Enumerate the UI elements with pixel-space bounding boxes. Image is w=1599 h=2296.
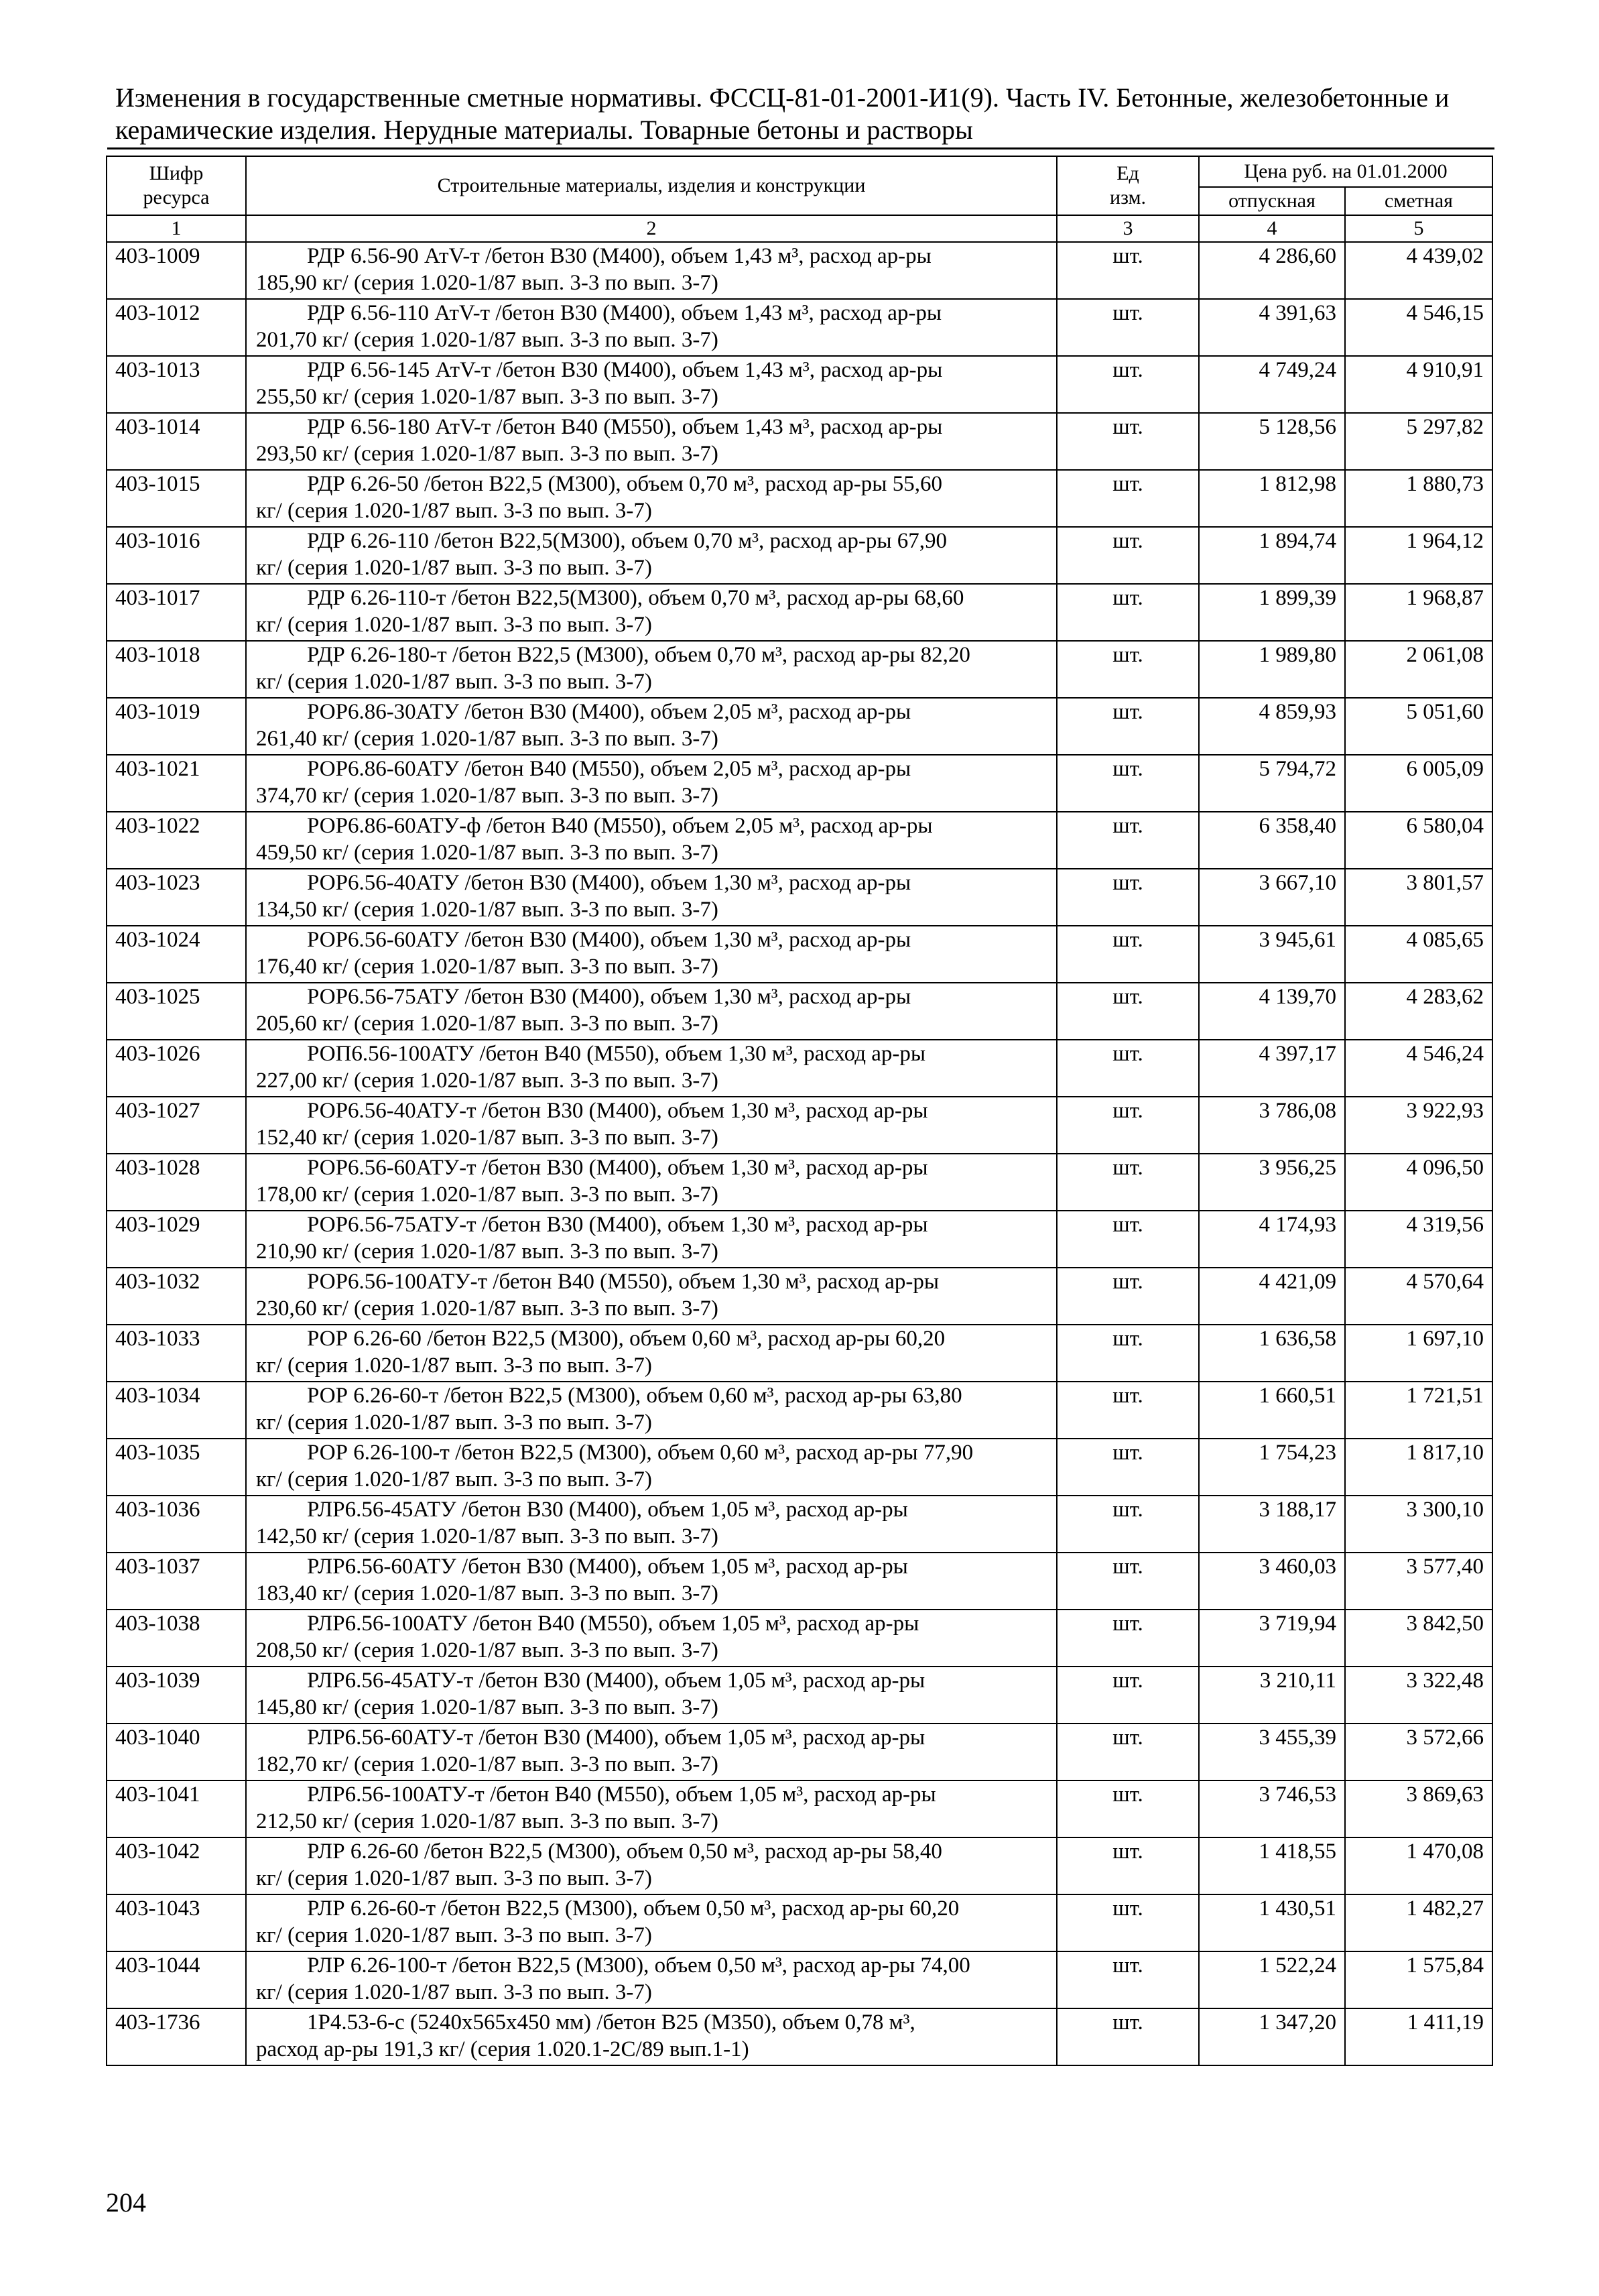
release-price: 4 749,24 (1199, 356, 1345, 413)
description-line-2: кг/ (серия 1.020-1/87 вып. 3-3 по вып. 3-7) (256, 670, 652, 694)
table-row (107, 1894, 1492, 1951)
description-line-1: РОР6.56-75АТУ /бетон В30 (М400), объем 1,30 м³, расход ар-ры (307, 985, 911, 1009)
unit: шт. (1057, 926, 1199, 983)
table-row (107, 1610, 1492, 1667)
description-line-1: РОР 6.26-60 /бетон В22,5 (М300), объем 0,60 м³, расход ар-ры 60,20 (307, 1327, 946, 1351)
resource-description (246, 1154, 1057, 1211)
table-row (107, 1553, 1492, 1610)
description-line-1: РОР 6.26-100-т /бетон В22,5 (М300), объем 0,60 м³, расход ар-ры 77,90 (307, 1441, 974, 1465)
resource-description (246, 1040, 1057, 1097)
unit: шт. (1057, 2008, 1199, 2065)
resource-code: 403-1028 (107, 1154, 246, 1211)
unit: шт. (1057, 1724, 1199, 1780)
release-price: 4 421,09 (1199, 1268, 1345, 1325)
unit: шт. (1057, 1780, 1199, 1837)
resource-code: 403-1041 (107, 1780, 246, 1837)
unit: шт. (1057, 1837, 1199, 1894)
resource-description (246, 299, 1057, 356)
description-line-2: 183,40 кг/ (серия 1.020-1/87 вып. 3-3 по вып. 3-7) (256, 1581, 718, 1606)
description-line-2: 230,60 кг/ (серия 1.020-1/87 вып. 3-3 по вып. 3-7) (256, 1296, 718, 1321)
description-line-1: 1Р4.53-6-с (5240х565х450 мм) /бетон В25 (М350), объем 0,78 м³, (307, 2010, 915, 2035)
estimate-price: 4 319,56 (1345, 1211, 1492, 1268)
unit: шт. (1057, 584, 1199, 641)
description-line-2: 201,70 кг/ (серия 1.020-1/87 вып. 3-3 по вып. 3-7) (256, 328, 718, 352)
resource-code: 403-1024 (107, 926, 246, 983)
release-price: 1 899,39 (1199, 584, 1345, 641)
description-line-1: РЛР6.56-45АТУ-т /бетон В30 (М400), объем 1,05 м³, расход ар-ры (307, 1669, 925, 1693)
description-line-1: РОР6.56-60АТУ-т /бетон В30 (М400), объем 1,30 м³, расход ар-ры (307, 1156, 928, 1180)
unit: шт. (1057, 1439, 1199, 1496)
resource-code: 403-1035 (107, 1439, 246, 1496)
resource-description (246, 698, 1057, 755)
resource-code: 403-1029 (107, 1211, 246, 1268)
release-price: 1 430,51 (1199, 1894, 1345, 1951)
description-line-2: 142,50 кг/ (серия 1.020-1/87 вып. 3-3 по вып. 3-7) (256, 1524, 718, 1549)
resource-code: 403-1019 (107, 698, 246, 755)
header-line-1: Изменения в государственные сметные нормативы. ФССЦ-81-01-2001-И1(9). Часть IV. Бетонные, железобетонные и (115, 82, 1450, 113)
table-row (107, 1724, 1492, 1780)
description-line-2: 255,50 кг/ (серия 1.020-1/87 вып. 3-3 по вып. 3-7) (256, 385, 718, 409)
description-line-1: РЛР6.56-60АТУ-т /бетон В30 (М400), объем 1,05 м³, расход ар-ры (307, 1726, 925, 1750)
description-line-2: 261,40 кг/ (серия 1.020-1/87 вып. 3-3 по вып. 3-7) (256, 727, 718, 751)
unit: шт. (1057, 1894, 1199, 1951)
estimate-price: 1 817,10 (1345, 1439, 1492, 1496)
table-row (107, 1496, 1492, 1553)
estimate-price: 6 005,09 (1345, 755, 1492, 812)
description-line-2: 293,50 кг/ (серия 1.020-1/87 вып. 3-3 по вып. 3-7) (256, 442, 718, 466)
description-line-2: 374,70 кг/ (серия 1.020-1/87 вып. 3-3 по вып. 3-7) (256, 784, 718, 808)
resource-description (246, 470, 1057, 527)
description-line-1: РДР 6.56-90 АтV-т /бетон В30 (М400), объем 1,43 м³, расход ар-ры (307, 244, 932, 268)
description-line-2: кг/ (серия 1.020-1/87 вып. 3-3 по вып. 3-7) (256, 1980, 652, 2004)
description-line-2: 134,50 кг/ (серия 1.020-1/87 вып. 3-3 по вып. 3-7) (256, 898, 718, 922)
table-row (107, 1211, 1492, 1268)
resource-description (246, 413, 1057, 470)
table-row (107, 1325, 1492, 1382)
description-line-1: РЛР6.56-45АТУ /бетон В30 (М400), объем 1,05 м³, расход ар-ры (307, 1498, 908, 1522)
table-row (107, 2008, 1492, 2065)
estimate-price: 1 964,12 (1345, 527, 1492, 584)
unit: шт. (1057, 527, 1199, 584)
unit: шт. (1057, 1382, 1199, 1439)
release-price: 3 746,53 (1199, 1780, 1345, 1837)
description-line-1: РОР6.56-40АТУ /бетон В30 (М400), объем 1,30 м³, расход ар-ры (307, 871, 911, 895)
resource-description (246, 1097, 1057, 1154)
resource-code: 403-1039 (107, 1667, 246, 1724)
release-price: 1 636,58 (1199, 1325, 1345, 1382)
description-line-2: кг/ (серия 1.020-1/87 вып. 3-3 по вып. 3-7) (256, 556, 652, 580)
description-line-2: кг/ (серия 1.020-1/87 вып. 3-3 по вып. 3-7) (256, 1410, 652, 1435)
col-number: 2 (246, 215, 1057, 242)
unit: шт. (1057, 1154, 1199, 1211)
unit: шт. (1057, 470, 1199, 527)
col-header-release-price: отпускная (1199, 187, 1345, 215)
release-price: 4 859,93 (1199, 698, 1345, 755)
estimate-price: 3 577,40 (1345, 1553, 1492, 1610)
col-header-price-group: Цена руб. на 01.01.2000 (1199, 156, 1492, 187)
estimate-price: 6 580,04 (1345, 812, 1492, 869)
release-price: 3 455,39 (1199, 1724, 1345, 1780)
table-row (107, 356, 1492, 413)
description-line-1: РДР 6.56-110 АтV-т /бетон В30 (М400), объем 1,43 м³, расход ар-ры (307, 301, 942, 325)
col-header-code: Шифр ресурса (107, 156, 246, 215)
resource-code: 403-1014 (107, 413, 246, 470)
resource-code: 403-1033 (107, 1325, 246, 1382)
description-line-1: РОР6.86-60АТУ /бетон В40 (М550), объем 2,05 м³, расход ар-ры (307, 757, 911, 781)
description-line-1: РДР 6.26-180-т /бетон В22,5 (М300), объем 0,70 м³, расход ар-ры 82,20 (307, 643, 970, 667)
estimate-price: 4 283,62 (1345, 983, 1492, 1040)
resource-code: 403-1036 (107, 1496, 246, 1553)
table-row (107, 983, 1492, 1040)
resource-code: 403-1012 (107, 299, 246, 356)
description-line-2: 459,50 кг/ (серия 1.020-1/87 вып. 3-3 по вып. 3-7) (256, 841, 718, 865)
estimate-price: 1 411,19 (1345, 2008, 1492, 2065)
release-price: 4 174,93 (1199, 1211, 1345, 1268)
estimate-price: 3 300,10 (1345, 1496, 1492, 1553)
unit: шт. (1057, 755, 1199, 812)
price-table (106, 156, 1493, 2066)
unit: шт. (1057, 413, 1199, 470)
table-row (107, 812, 1492, 869)
table-row (107, 698, 1492, 755)
table-row (107, 869, 1492, 926)
table-row (107, 1780, 1492, 1837)
resource-description (246, 1724, 1057, 1780)
release-price: 1 754,23 (1199, 1439, 1345, 1496)
resource-code: 403-1021 (107, 755, 246, 812)
resource-code: 403-1044 (107, 1951, 246, 2008)
resource-description (246, 1780, 1057, 1837)
table-row (107, 413, 1492, 470)
release-price: 3 945,61 (1199, 926, 1345, 983)
col-header-unit: Ед изм. (1057, 156, 1199, 215)
description-line-2: кг/ (серия 1.020-1/87 вып. 3-3 по вып. 3-7) (256, 1467, 652, 1492)
table-row (107, 1154, 1492, 1211)
estimate-price: 1 968,87 (1345, 584, 1492, 641)
resource-description (246, 755, 1057, 812)
estimate-price: 1 482,27 (1345, 1894, 1492, 1951)
description-line-2: кг/ (серия 1.020-1/87 вып. 3-3 по вып. 3-7) (256, 1923, 652, 1947)
estimate-price: 3 922,93 (1345, 1097, 1492, 1154)
resource-description (246, 1553, 1057, 1610)
description-line-1: РОР6.56-100АТУ-т /бетон В40 (М550), объем 1,30 м³, расход ар-ры (307, 1270, 940, 1294)
resource-description (246, 1837, 1057, 1894)
resource-description (246, 1211, 1057, 1268)
resource-code: 403-1023 (107, 869, 246, 926)
resource-description (246, 1667, 1057, 1724)
table-row (107, 1951, 1492, 2008)
table-row (107, 641, 1492, 698)
resource-description (246, 869, 1057, 926)
resource-description (246, 983, 1057, 1040)
estimate-price: 3 322,48 (1345, 1667, 1492, 1724)
estimate-price: 3 842,50 (1345, 1610, 1492, 1667)
table-row (107, 1382, 1492, 1439)
release-price: 6 358,40 (1199, 812, 1345, 869)
description-line-1: РЛР6.56-100АТУ /бетон В40 (М550), объем 1,05 м³, расход ар-ры (307, 1612, 919, 1636)
release-price: 4 139,70 (1199, 983, 1345, 1040)
release-price: 3 956,25 (1199, 1154, 1345, 1211)
table-row (107, 470, 1492, 527)
table-row (107, 527, 1492, 584)
estimate-price: 2 061,08 (1345, 641, 1492, 698)
unit: шт. (1057, 299, 1199, 356)
description-line-1: РДР 6.26-50 /бетон В22,5 (М300), объем 0,70 м³, расход ар-ры 55,60 (307, 472, 942, 496)
resource-description (246, 1894, 1057, 1951)
description-line-1: РДР 6.56-145 АтV-т /бетон В30 (М400), объем 1,43 м³, расход ар-ры (307, 358, 943, 382)
description-line-1: РЛР6.56-60АТУ /бетон В30 (М400), объем 1,05 м³, расход ар-ры (307, 1555, 908, 1579)
estimate-price: 4 096,50 (1345, 1154, 1492, 1211)
estimate-price: 4 570,64 (1345, 1268, 1492, 1325)
description-line-1: РОР6.56-40АТУ-т /бетон В30 (М400), объем 1,30 м³, расход ар-ры (307, 1099, 928, 1123)
unit: шт. (1057, 1667, 1199, 1724)
table-row (107, 584, 1492, 641)
description-line-2: 176,40 кг/ (серия 1.020-1/87 вып. 3-3 по вып. 3-7) (256, 955, 718, 979)
description-line-2: 185,90 кг/ (серия 1.020-1/87 вып. 3-3 по вып. 3-7) (256, 271, 718, 295)
description-line-2: 210,90 кг/ (серия 1.020-1/87 вып. 3-3 по вып. 3-7) (256, 1240, 718, 1264)
description-line-2: расход ар-ры 191,3 кг/ (серия 1.020.1-2С/89 вып.1-1) (256, 2037, 749, 2061)
description-line-2: 227,00 кг/ (серия 1.020-1/87 вып. 3-3 по вып. 3-7) (256, 1069, 718, 1093)
description-line-1: РОР6.56-75АТУ-т /бетон В30 (М400), объем 1,30 м³, расход ар-ры (307, 1213, 928, 1237)
release-price: 1 989,80 (1199, 641, 1345, 698)
release-price: 3 210,11 (1199, 1667, 1345, 1724)
release-price: 1 812,98 (1199, 470, 1345, 527)
estimate-price: 5 051,60 (1345, 698, 1492, 755)
table-row (107, 926, 1492, 983)
header-line-2: керамические изделия. Нерудные материалы. Товарные бетоны и растворы (115, 115, 973, 145)
description-line-2: кг/ (серия 1.020-1/87 вып. 3-3 по вып. 3-7) (256, 613, 652, 637)
table-row (107, 1097, 1492, 1154)
release-price: 4 391,63 (1199, 299, 1345, 356)
description-line-2: кг/ (серия 1.020-1/87 вып. 3-3 по вып. 3-7) (256, 1866, 652, 1890)
resource-code: 403-1009 (107, 242, 246, 299)
release-price: 5 128,56 (1199, 413, 1345, 470)
resource-description (246, 1496, 1057, 1553)
release-price: 3 188,17 (1199, 1496, 1345, 1553)
estimate-price: 1 721,51 (1345, 1382, 1492, 1439)
description-line-2: 178,00 кг/ (серия 1.020-1/87 вып. 3-3 по вып. 3-7) (256, 1183, 718, 1207)
description-line-1: РЛР 6.26-60-т /бетон В22,5 (М300), объем 0,50 м³, расход ар-ры 60,20 (307, 1896, 960, 1921)
resource-code: 403-1026 (107, 1040, 246, 1097)
col-number: 1 (107, 215, 246, 242)
release-price: 3 460,03 (1199, 1553, 1345, 1610)
release-price: 1 418,55 (1199, 1837, 1345, 1894)
estimate-price: 5 297,82 (1345, 413, 1492, 470)
description-line-1: РДР 6.26-110-т /бетон В22,5(М300), объем 0,70 м³, расход ар-ры 68,60 (307, 586, 964, 610)
resource-code: 403-1040 (107, 1724, 246, 1780)
col-header-estimate-price: сметная (1345, 187, 1492, 215)
description-line-1: РДР 6.26-110 /бетон В22,5(М300), объем 0,70 м³, расход ар-ры 67,90 (307, 529, 947, 553)
description-line-2: кг/ (серия 1.020-1/87 вып. 3-3 по вып. 3-7) (256, 1353, 652, 1378)
page-number: 204 (106, 2187, 146, 2218)
estimate-price: 4 546,15 (1345, 299, 1492, 356)
resource-description (246, 1268, 1057, 1325)
unit: шт. (1057, 1268, 1199, 1325)
resource-code: 403-1034 (107, 1382, 246, 1439)
description-line-1: РЛР6.56-100АТУ-т /бетон В40 (М550), объем 1,05 м³, расход ар-ры (307, 1783, 936, 1807)
description-line-1: РОР6.56-60АТУ /бетон В30 (М400), объем 1,30 м³, расход ар-ры (307, 928, 911, 952)
release-price: 3 786,08 (1199, 1097, 1345, 1154)
resource-description (246, 1325, 1057, 1382)
resource-code: 403-1736 (107, 2008, 246, 2065)
header-divider (107, 147, 1494, 149)
resource-code: 403-1015 (107, 470, 246, 527)
col-number: 4 (1199, 215, 1345, 242)
unit: шт. (1057, 641, 1199, 698)
release-price: 1 894,74 (1199, 527, 1345, 584)
resource-description (246, 1382, 1057, 1439)
resource-code: 403-1017 (107, 584, 246, 641)
description-line-1: РЛР 6.26-100-т /бетон В22,5 (М300), объем 0,50 м³, расход ар-ры 74,00 (307, 1953, 970, 1978)
table-row (107, 755, 1492, 812)
resource-code: 403-1037 (107, 1553, 246, 1610)
table-body (107, 242, 1492, 2065)
table-row (107, 1268, 1492, 1325)
description-line-1: РДР 6.56-180 АтV-т /бетон В40 (М550), объем 1,43 м³, расход ар-ры (307, 415, 943, 439)
resource-code: 403-1038 (107, 1610, 246, 1667)
release-price: 1 660,51 (1199, 1382, 1345, 1439)
estimate-price: 4 085,65 (1345, 926, 1492, 983)
estimate-price: 4 439,02 (1345, 242, 1492, 299)
estimate-price: 1 697,10 (1345, 1325, 1492, 1382)
unit: шт. (1057, 1496, 1199, 1553)
estimate-price: 3 869,63 (1345, 1780, 1492, 1837)
release-price: 3 719,94 (1199, 1610, 1345, 1667)
release-price: 5 794,72 (1199, 755, 1345, 812)
resource-code: 403-1032 (107, 1268, 246, 1325)
table-row (107, 1837, 1492, 1894)
col-number: 5 (1345, 215, 1492, 242)
resource-code: 403-1016 (107, 527, 246, 584)
resource-code: 403-1042 (107, 1837, 246, 1894)
page-header (115, 82, 1496, 146)
resource-code: 403-1013 (107, 356, 246, 413)
description-line-1: РОП6.56-100АТУ /бетон В40 (М550), объем 1,30 м³, расход ар-ры (307, 1042, 926, 1066)
description-line-2: 182,70 кг/ (серия 1.020-1/87 вып. 3-3 по вып. 3-7) (256, 1752, 718, 1776)
resource-code: 403-1025 (107, 983, 246, 1040)
description-line-2: 145,80 кг/ (серия 1.020-1/87 вып. 3-3 по вып. 3-7) (256, 1695, 718, 1719)
resource-description (246, 356, 1057, 413)
release-price: 1 522,24 (1199, 1951, 1345, 2008)
description-line-2: 205,60 кг/ (серия 1.020-1/87 вып. 3-3 по вып. 3-7) (256, 1012, 718, 1036)
unit: шт. (1057, 983, 1199, 1040)
unit: шт. (1057, 242, 1199, 299)
description-line-2: 152,40 кг/ (серия 1.020-1/87 вып. 3-3 по вып. 3-7) (256, 1126, 718, 1150)
resource-description (246, 812, 1057, 869)
description-line-2: 212,50 кг/ (серия 1.020-1/87 вып. 3-3 по вып. 3-7) (256, 1809, 718, 1833)
resource-description (246, 2008, 1057, 2065)
unit: шт. (1057, 1097, 1199, 1154)
table-row (107, 1439, 1492, 1496)
resource-description (246, 1951, 1057, 2008)
description-line-1: РЛР 6.26-60 /бетон В22,5 (М300), объем 0,50 м³, расход ар-ры 58,40 (307, 1839, 942, 1864)
resource-code: 403-1043 (107, 1894, 246, 1951)
table-row (107, 242, 1492, 299)
col-header-description: Строительные материалы, изделия и конструкции (246, 156, 1057, 215)
unit: шт. (1057, 1211, 1199, 1268)
estimate-price: 1 880,73 (1345, 470, 1492, 527)
unit: шт. (1057, 698, 1199, 755)
resource-code: 403-1027 (107, 1097, 246, 1154)
unit: шт. (1057, 869, 1199, 926)
unit: шт. (1057, 1325, 1199, 1382)
release-price: 1 347,20 (1199, 2008, 1345, 2065)
estimate-price: 4 910,91 (1345, 356, 1492, 413)
release-price: 3 667,10 (1199, 869, 1345, 926)
resource-code: 403-1022 (107, 812, 246, 869)
table-row (107, 1040, 1492, 1097)
estimate-price: 3 801,57 (1345, 869, 1492, 926)
resource-description (246, 926, 1057, 983)
resource-code: 403-1018 (107, 641, 246, 698)
table-row (107, 299, 1492, 356)
resource-description (246, 1610, 1057, 1667)
description-line-1: РОР6.86-60АТУ-ф /бетон В40 (М550), объем 2,05 м³, расход ар-ры (307, 814, 933, 838)
unit: шт. (1057, 1610, 1199, 1667)
estimate-price: 3 572,66 (1345, 1724, 1492, 1780)
resource-description (246, 1439, 1057, 1496)
release-price: 4 397,17 (1199, 1040, 1345, 1097)
description-line-1: РОР6.86-30АТУ /бетон В30 (М400), объем 2,05 м³, расход ар-ры (307, 700, 911, 724)
resource-description (246, 641, 1057, 698)
table-row (107, 1667, 1492, 1724)
unit: шт. (1057, 1951, 1199, 2008)
description-line-2: 208,50 кг/ (серия 1.020-1/87 вып. 3-3 по вып. 3-7) (256, 1638, 718, 1663)
description-line-1: РОР 6.26-60-т /бетон В22,5 (М300), объем 0,60 м³, расход ар-ры 63,80 (307, 1384, 962, 1408)
unit: шт. (1057, 812, 1199, 869)
col-number: 3 (1057, 215, 1199, 242)
release-price: 4 286,60 (1199, 242, 1345, 299)
estimate-price: 1 470,08 (1345, 1837, 1492, 1894)
unit: шт. (1057, 1553, 1199, 1610)
resource-description (246, 584, 1057, 641)
estimate-price: 4 546,24 (1345, 1040, 1492, 1097)
unit: шт. (1057, 1040, 1199, 1097)
unit: шт. (1057, 356, 1199, 413)
resource-description (246, 527, 1057, 584)
resource-description (246, 242, 1057, 299)
description-line-2: кг/ (серия 1.020-1/87 вып. 3-3 по вып. 3-7) (256, 499, 652, 523)
estimate-price: 1 575,84 (1345, 1951, 1492, 2008)
